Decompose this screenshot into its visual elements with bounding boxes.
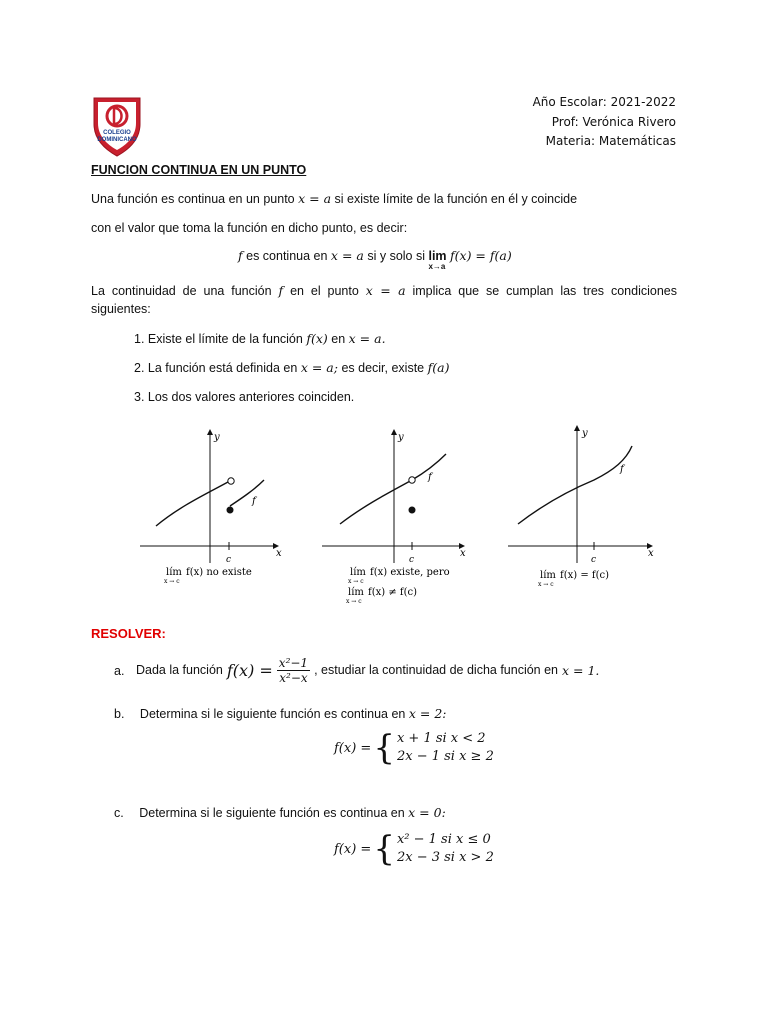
graph-1-caption-text: f(x) no existe xyxy=(186,567,252,578)
graph-2-filled-dot xyxy=(409,507,416,514)
graph-2-y-label: y xyxy=(398,432,404,443)
condition-2 xyxy=(134,360,449,375)
graph-2-tick-label: c xyxy=(409,555,415,565)
graph-3-y-label: y xyxy=(582,428,588,439)
graph-2-x-label: x xyxy=(460,548,466,559)
intro-line-2: con el valor que toma la función en dicho punto, es decir: xyxy=(91,221,408,235)
graph-3-caption-sub: x → c xyxy=(538,581,554,588)
exercise-b-case-1: x + 1 si x < 2 xyxy=(396,731,486,746)
definition-text-a: es continua en xyxy=(246,249,328,263)
graph-2-caption2-sub: x → c xyxy=(346,598,362,605)
resolver-heading: RESOLVER: xyxy=(91,626,166,641)
exercise-b-case-2: 2x − 1 si x ≥ 2 xyxy=(396,749,494,764)
graph-2-curve xyxy=(340,454,446,524)
condition-3 xyxy=(134,390,354,404)
graph-2-caption-sub: x → c xyxy=(348,578,364,585)
condition-2-text2: es decir, existe xyxy=(341,361,425,375)
exercise-c-cases xyxy=(397,831,494,867)
condition-2-math: x = a; xyxy=(300,360,338,375)
lim-sub: x→a xyxy=(428,262,446,271)
exercise-c-label: c. xyxy=(114,806,124,820)
exercise-c-fx: f(x) = xyxy=(334,841,372,857)
exercise-a-fx: f(x) = xyxy=(226,660,273,680)
lim-word: lim xyxy=(428,249,447,263)
graph-1-filled-dot xyxy=(227,507,234,514)
continuity-graphs xyxy=(130,418,660,618)
condition-2-text: 2. La función está definida en xyxy=(134,361,298,375)
definition-math-a: x = a xyxy=(330,248,364,263)
exercise-c xyxy=(114,805,446,820)
exercise-b-math: x = 2: xyxy=(408,706,447,721)
definition-f: f xyxy=(238,248,243,263)
exercise-a-label: a. xyxy=(114,664,125,678)
graph-1 xyxy=(140,430,282,585)
graph-3-caption-lim: lím xyxy=(540,570,556,581)
graph-2-open-dot xyxy=(409,477,415,483)
graph-3 xyxy=(508,426,654,588)
graph-3-x-label: x xyxy=(648,548,654,559)
page-title: FUNCION CONTINUA EN UN PUNTO xyxy=(91,163,307,177)
continuity-line-2: siguientes: xyxy=(91,302,151,316)
definition-line xyxy=(238,248,512,271)
condition-1-math2: x = a. xyxy=(348,331,386,346)
graph-2-caption-lim: lím xyxy=(350,567,366,578)
continuity-text-b: en el punto xyxy=(290,284,359,298)
exercise-b-function xyxy=(334,728,494,768)
logo-text-1: COLEGIO xyxy=(103,130,131,136)
definition-limit xyxy=(428,249,447,271)
continuity-f: f xyxy=(278,283,284,298)
continuity-text-a: La continuidad de una función xyxy=(91,284,272,298)
school-year: Año Escolar: 2021-2022 xyxy=(532,95,676,109)
condition-1-math: f(x) xyxy=(306,331,328,346)
exercise-a-fraction xyxy=(277,656,310,685)
graph-2-f-label: f xyxy=(428,472,432,483)
graph-2 xyxy=(322,430,466,605)
condition-1 xyxy=(134,331,386,346)
condition-1-text: 1. Existe el límite de la función xyxy=(134,332,303,346)
intro-line-1 xyxy=(91,191,577,206)
exercise-c-function xyxy=(334,829,494,869)
condition-1-text2: en xyxy=(331,332,346,346)
exercise-b-cases xyxy=(397,730,494,766)
definition-text-b: si y solo si xyxy=(367,249,425,263)
exercise-b-text: Determina si le siguiente función es continua en xyxy=(139,707,406,721)
condition-3-text: 3. Los dos valores anteriores coinciden. xyxy=(134,390,355,404)
graph-1-open-dot xyxy=(228,478,234,484)
graph-1-x-label: x xyxy=(276,548,282,559)
continuity-line-1 xyxy=(91,283,677,298)
intro-text-a: Una función es continua en un punto xyxy=(91,192,295,206)
exercise-c-case-2: 2x − 3 si x > 2 xyxy=(396,850,494,865)
definition-math-b: f(x) = f(a) xyxy=(450,248,512,263)
exercise-a-text2: , estudiar la continuidad de dicha función en xyxy=(314,663,558,677)
graph-1-curve-left xyxy=(156,482,228,526)
condition-2-math2: f(a) xyxy=(427,360,450,375)
graph-1-caption-sub: x → c xyxy=(164,578,180,585)
exercise-b-brace: { xyxy=(373,728,395,768)
graph-1-caption-lim: lím xyxy=(166,567,182,578)
graph-2-caption-text: f(x) existe, pero xyxy=(370,567,450,578)
exercise-a xyxy=(136,650,599,690)
graph-2-caption2-lim: lím xyxy=(348,587,364,598)
graph-3-curve xyxy=(518,446,632,524)
intro-text-b: si existe límite de la función en él y coincide xyxy=(334,192,578,206)
graph-1-tick-label: c xyxy=(226,555,232,565)
teacher-name: Prof: Verónica Rivero xyxy=(551,115,676,129)
shield-icon xyxy=(88,94,146,158)
graph-1-curve-right xyxy=(230,480,264,506)
exercise-a-denominator: x²−x xyxy=(279,670,308,685)
intro-math: x = a xyxy=(298,191,332,206)
graph-1-y-label: y xyxy=(214,432,220,443)
exercise-c-text: Determina si le siguiente función es continua en xyxy=(139,806,405,820)
continuity-math: x = a xyxy=(365,283,406,298)
continuity-text-c: implica que se cumplan las tres condiciones xyxy=(412,284,677,298)
exercise-b-fx: f(x) = xyxy=(334,740,372,756)
exercise-c-math: x = 0: xyxy=(408,805,446,820)
exercise-a-text: Dada la función xyxy=(136,663,223,677)
exercise-c-brace: { xyxy=(373,829,395,869)
exercise-b xyxy=(114,706,446,721)
graph-3-f-label: f xyxy=(620,464,624,475)
school-logo xyxy=(88,94,146,158)
graph-1-f-label: f xyxy=(252,496,256,507)
logo-text-2: DOMINICANO xyxy=(97,137,137,143)
exercise-b-label: b. xyxy=(114,707,125,721)
graph-3-caption-text: f(x) = f(c) xyxy=(560,570,609,581)
subject-name: Materia: Matemáticas xyxy=(545,134,676,148)
exercise-c-case-1: x² − 1 si x ≤ 0 xyxy=(396,832,491,847)
exercise-a-math: x = 1. xyxy=(562,662,600,678)
exercise-a-numerator: x²−1 xyxy=(278,655,309,670)
graph-2-caption2-text: f(x) ≠ f(c) xyxy=(368,587,417,598)
graph-3-tick-label: c xyxy=(591,555,597,565)
